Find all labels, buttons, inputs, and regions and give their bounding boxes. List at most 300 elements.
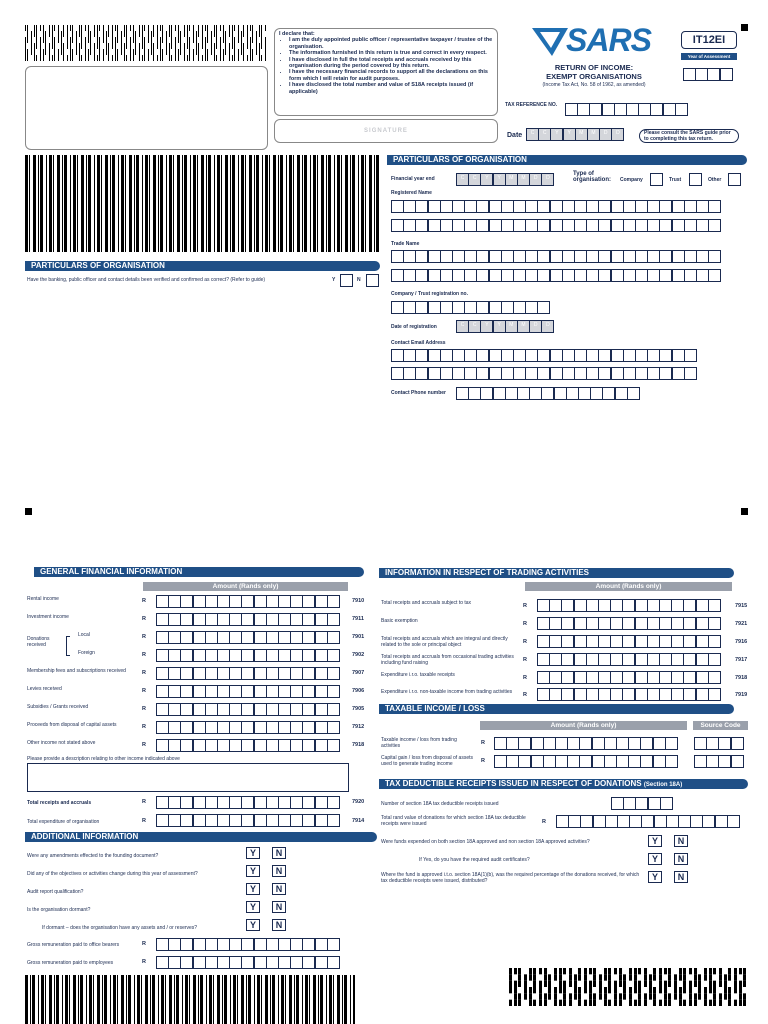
entry-box[interactable]: D bbox=[541, 320, 554, 333]
entry-box[interactable] bbox=[574, 635, 587, 648]
entry-box[interactable] bbox=[205, 721, 218, 734]
date-field[interactable] bbox=[526, 128, 624, 141]
entry-box[interactable] bbox=[672, 367, 685, 380]
entry-box[interactable] bbox=[627, 387, 640, 400]
entry-box[interactable] bbox=[168, 956, 181, 969]
email-line2[interactable] bbox=[391, 367, 697, 380]
entry-box[interactable] bbox=[403, 250, 416, 263]
entry-box[interactable] bbox=[513, 219, 526, 232]
entry-box[interactable] bbox=[549, 688, 562, 701]
entry-box[interactable] bbox=[610, 688, 623, 701]
entry-box[interactable] bbox=[556, 815, 569, 828]
entry-box[interactable] bbox=[531, 737, 544, 750]
entry-box[interactable] bbox=[635, 200, 648, 213]
fye-field[interactable] bbox=[456, 173, 554, 186]
entry-box[interactable] bbox=[626, 103, 639, 116]
funds-expended-y[interactable]: Y bbox=[648, 835, 662, 847]
entry-box[interactable] bbox=[266, 721, 279, 734]
entry-box[interactable] bbox=[290, 721, 303, 734]
entry-box[interactable] bbox=[391, 367, 404, 380]
entry-box[interactable] bbox=[708, 250, 721, 263]
entry-box[interactable] bbox=[659, 269, 672, 282]
entry-box[interactable] bbox=[579, 755, 592, 768]
entry-box[interactable] bbox=[660, 797, 673, 810]
entry-box[interactable] bbox=[708, 219, 721, 232]
trading-row-field[interactable] bbox=[537, 635, 721, 648]
entry-box[interactable] bbox=[641, 815, 654, 828]
entry-box[interactable] bbox=[598, 219, 611, 232]
entry-box[interactable] bbox=[684, 349, 697, 362]
entry-box[interactable] bbox=[440, 200, 453, 213]
entry-box[interactable] bbox=[327, 667, 340, 680]
entry-box[interactable] bbox=[168, 703, 181, 716]
entry-box[interactable] bbox=[628, 755, 641, 768]
entry-box[interactable] bbox=[302, 595, 315, 608]
entry-box[interactable] bbox=[480, 387, 493, 400]
entry-box[interactable] bbox=[537, 301, 550, 314]
entry-box[interactable] bbox=[205, 613, 218, 626]
trust-checkbox[interactable] bbox=[689, 173, 702, 186]
entry-box[interactable] bbox=[611, 200, 624, 213]
entry-box[interactable] bbox=[574, 599, 587, 612]
entry-box[interactable] bbox=[541, 387, 554, 400]
entry-box[interactable] bbox=[518, 737, 531, 750]
additional-n[interactable]: N bbox=[272, 865, 286, 877]
entry-box[interactable] bbox=[562, 219, 575, 232]
entry-box[interactable] bbox=[266, 739, 279, 752]
entry-box[interactable] bbox=[193, 721, 206, 734]
gfi-row-field[interactable] bbox=[156, 613, 340, 626]
entry-box[interactable] bbox=[156, 703, 169, 716]
entry-box[interactable] bbox=[611, 349, 624, 362]
entry-box[interactable] bbox=[205, 796, 218, 809]
entry-box[interactable] bbox=[315, 613, 328, 626]
trading-row-field[interactable] bbox=[537, 653, 721, 666]
entry-box[interactable] bbox=[290, 631, 303, 644]
audit-certificate-n[interactable]: N bbox=[674, 853, 688, 865]
entry-box[interactable] bbox=[278, 667, 291, 680]
entry-box[interactable] bbox=[302, 739, 315, 752]
entry-box[interactable] bbox=[586, 219, 599, 232]
additional-n[interactable]: N bbox=[272, 883, 286, 895]
entry-box[interactable] bbox=[501, 200, 514, 213]
entry-box[interactable] bbox=[193, 796, 206, 809]
entry-box[interactable] bbox=[513, 301, 526, 314]
entry-box[interactable] bbox=[476, 250, 489, 263]
entry-box[interactable] bbox=[629, 815, 642, 828]
entry-box[interactable] bbox=[696, 671, 709, 684]
entry-box[interactable] bbox=[653, 755, 666, 768]
entry-box[interactable] bbox=[476, 301, 489, 314]
entry-box[interactable] bbox=[604, 755, 617, 768]
entry-box[interactable] bbox=[505, 387, 518, 400]
entry-box[interactable] bbox=[501, 301, 514, 314]
entry-box[interactable] bbox=[403, 269, 416, 282]
entry-box[interactable] bbox=[623, 797, 636, 810]
entry-box[interactable] bbox=[229, 703, 242, 716]
entry-box[interactable] bbox=[574, 269, 587, 282]
trade-name-line2[interactable] bbox=[391, 269, 721, 282]
entry-box[interactable] bbox=[659, 653, 672, 666]
entry-box[interactable] bbox=[278, 595, 291, 608]
entry-box[interactable]: M bbox=[517, 173, 530, 186]
entry-box[interactable] bbox=[550, 269, 563, 282]
entry-box[interactable] bbox=[217, 703, 230, 716]
entry-box[interactable] bbox=[168, 667, 181, 680]
entry-box[interactable] bbox=[622, 671, 635, 684]
entry-box[interactable] bbox=[327, 739, 340, 752]
entry-box[interactable] bbox=[229, 613, 242, 626]
entry-box[interactable] bbox=[156, 613, 169, 626]
entry-box[interactable] bbox=[720, 68, 733, 81]
entry-box[interactable] bbox=[217, 956, 230, 969]
entry-box[interactable] bbox=[254, 938, 267, 951]
entry-box[interactable] bbox=[727, 815, 740, 828]
entry-box[interactable] bbox=[327, 721, 340, 734]
entry-box[interactable] bbox=[156, 685, 169, 698]
entry-box[interactable] bbox=[659, 617, 672, 630]
entry-box[interactable] bbox=[440, 367, 453, 380]
entry-box[interactable] bbox=[415, 219, 428, 232]
entry-box[interactable] bbox=[464, 367, 477, 380]
entry-box[interactable] bbox=[205, 685, 218, 698]
entry-box[interactable] bbox=[229, 814, 242, 827]
entry-box[interactable] bbox=[302, 649, 315, 662]
entry-box[interactable] bbox=[440, 269, 453, 282]
entry-box[interactable] bbox=[513, 349, 526, 362]
entry-box[interactable] bbox=[586, 653, 599, 666]
entry-box[interactable]: M bbox=[505, 173, 518, 186]
entry-box[interactable] bbox=[168, 649, 181, 662]
entry-box[interactable] bbox=[415, 349, 428, 362]
entry-box[interactable] bbox=[205, 938, 218, 951]
entry-box[interactable] bbox=[489, 269, 502, 282]
entry-box[interactable] bbox=[506, 737, 519, 750]
entry-box[interactable]: M bbox=[517, 320, 530, 333]
entry-box[interactable] bbox=[428, 301, 441, 314]
entry-box[interactable] bbox=[678, 815, 691, 828]
entry-box[interactable]: Y bbox=[550, 128, 563, 141]
entry-box[interactable] bbox=[623, 250, 636, 263]
tax-ref-field[interactable] bbox=[565, 103, 688, 116]
entry-box[interactable] bbox=[278, 649, 291, 662]
entry-box[interactable] bbox=[675, 103, 688, 116]
entry-box[interactable] bbox=[598, 200, 611, 213]
entry-box[interactable] bbox=[598, 250, 611, 263]
entry-box[interactable] bbox=[302, 631, 315, 644]
entry-box[interactable]: D bbox=[529, 173, 542, 186]
entry-box[interactable] bbox=[586, 671, 599, 684]
trading-row-field[interactable] bbox=[537, 599, 721, 612]
entry-box[interactable] bbox=[229, 667, 242, 680]
entry-box[interactable] bbox=[671, 599, 684, 612]
entry-box[interactable] bbox=[391, 349, 404, 362]
entry-box[interactable] bbox=[554, 387, 567, 400]
entry-box[interactable] bbox=[561, 635, 574, 648]
entry-box[interactable]: M bbox=[575, 128, 588, 141]
entry-box[interactable] bbox=[278, 703, 291, 716]
entry-box[interactable] bbox=[464, 200, 477, 213]
entry-box[interactable] bbox=[254, 796, 267, 809]
entry-box[interactable] bbox=[266, 595, 279, 608]
entry-box[interactable] bbox=[666, 815, 679, 828]
other-checkbox[interactable] bbox=[728, 173, 741, 186]
entry-box[interactable] bbox=[696, 599, 709, 612]
entry-box[interactable] bbox=[659, 349, 672, 362]
entry-box[interactable] bbox=[715, 815, 728, 828]
entry-box[interactable] bbox=[229, 938, 242, 951]
funds-expended-n[interactable]: N bbox=[674, 835, 688, 847]
entry-box[interactable] bbox=[537, 367, 550, 380]
entry-box[interactable] bbox=[706, 737, 719, 750]
entry-box[interactable] bbox=[525, 349, 538, 362]
entry-box[interactable]: M bbox=[505, 320, 518, 333]
entry-box[interactable] bbox=[476, 367, 489, 380]
entry-box[interactable] bbox=[647, 269, 660, 282]
entry-box[interactable] bbox=[671, 635, 684, 648]
entry-box[interactable] bbox=[266, 956, 279, 969]
entry-box[interactable] bbox=[241, 649, 254, 662]
entry-box[interactable] bbox=[302, 956, 315, 969]
entry-box[interactable] bbox=[327, 938, 340, 951]
entry-box[interactable] bbox=[156, 956, 169, 969]
entry-box[interactable] bbox=[254, 721, 267, 734]
entry-box[interactable] bbox=[415, 367, 428, 380]
entry-box[interactable] bbox=[241, 685, 254, 698]
entry-box[interactable] bbox=[278, 739, 291, 752]
entry-box[interactable] bbox=[586, 200, 599, 213]
entry-box[interactable] bbox=[647, 653, 660, 666]
entry-box[interactable] bbox=[550, 200, 563, 213]
entry-box[interactable] bbox=[241, 796, 254, 809]
entry-box[interactable] bbox=[665, 737, 678, 750]
entry-box[interactable] bbox=[561, 599, 574, 612]
entry-box[interactable] bbox=[193, 739, 206, 752]
entry-box[interactable] bbox=[217, 938, 230, 951]
signature-box[interactable] bbox=[274, 119, 498, 143]
entry-box[interactable] bbox=[489, 301, 502, 314]
capital-gain-field[interactable] bbox=[494, 755, 678, 768]
entry-box[interactable] bbox=[696, 635, 709, 648]
entry-box[interactable] bbox=[193, 631, 206, 644]
entry-box[interactable] bbox=[501, 269, 514, 282]
entry-box[interactable] bbox=[180, 595, 193, 608]
entry-box[interactable] bbox=[327, 703, 340, 716]
entry-box[interactable] bbox=[468, 387, 481, 400]
entry-box[interactable]: D bbox=[529, 320, 542, 333]
entry-box[interactable] bbox=[602, 387, 615, 400]
entry-box[interactable] bbox=[567, 755, 580, 768]
entry-box[interactable] bbox=[647, 349, 660, 362]
entry-box[interactable] bbox=[156, 631, 169, 644]
entry-box[interactable] bbox=[589, 103, 602, 116]
entry-box[interactable] bbox=[561, 653, 574, 666]
entry-box[interactable] bbox=[302, 613, 315, 626]
entry-box[interactable] bbox=[241, 721, 254, 734]
entry-box[interactable]: Y bbox=[480, 173, 493, 186]
entry-box[interactable] bbox=[696, 653, 709, 666]
entry-box[interactable] bbox=[684, 250, 697, 263]
entry-box[interactable] bbox=[593, 815, 606, 828]
entry-box[interactable] bbox=[403, 349, 416, 362]
entry-box[interactable] bbox=[684, 200, 697, 213]
entry-box[interactable] bbox=[327, 685, 340, 698]
entry-box[interactable]: Y bbox=[480, 320, 493, 333]
entry-box[interactable] bbox=[229, 595, 242, 608]
entry-box[interactable] bbox=[611, 219, 624, 232]
entry-box[interactable] bbox=[635, 797, 648, 810]
entry-box[interactable] bbox=[525, 301, 538, 314]
entry-box[interactable] bbox=[614, 103, 627, 116]
entry-box[interactable] bbox=[574, 617, 587, 630]
entry-box[interactable]: D bbox=[541, 173, 554, 186]
entry-box[interactable] bbox=[290, 739, 303, 752]
registered-name-line2[interactable] bbox=[391, 219, 721, 232]
entry-box[interactable] bbox=[290, 956, 303, 969]
entry-box[interactable] bbox=[598, 635, 611, 648]
entry-box[interactable]: C bbox=[468, 173, 481, 186]
entry-box[interactable] bbox=[302, 814, 315, 827]
entry-box[interactable] bbox=[180, 721, 193, 734]
entry-box[interactable] bbox=[452, 219, 465, 232]
entry-box[interactable] bbox=[278, 956, 291, 969]
entry-box[interactable] bbox=[706, 755, 719, 768]
entry-box[interactable] bbox=[684, 367, 697, 380]
entry-box[interactable] bbox=[654, 815, 667, 828]
entry-box[interactable] bbox=[217, 814, 230, 827]
entry-box[interactable] bbox=[610, 617, 623, 630]
entry-box[interactable] bbox=[266, 796, 279, 809]
entry-box[interactable] bbox=[708, 635, 721, 648]
entry-box[interactable] bbox=[315, 631, 328, 644]
date-of-registration-field[interactable] bbox=[456, 320, 554, 333]
entry-box[interactable] bbox=[610, 599, 623, 612]
entry-box[interactable] bbox=[718, 737, 731, 750]
entry-box[interactable] bbox=[180, 703, 193, 716]
entry-box[interactable] bbox=[513, 367, 526, 380]
entry-box[interactable] bbox=[586, 367, 599, 380]
entry-box[interactable] bbox=[156, 739, 169, 752]
entry-box[interactable] bbox=[562, 367, 575, 380]
entry-box[interactable] bbox=[659, 200, 672, 213]
entry-box[interactable] bbox=[241, 739, 254, 752]
entry-box[interactable] bbox=[180, 667, 193, 680]
entry-box[interactable] bbox=[168, 613, 181, 626]
entry-box[interactable] bbox=[254, 613, 267, 626]
entry-box[interactable] bbox=[440, 349, 453, 362]
entry-box[interactable] bbox=[193, 667, 206, 680]
entry-box[interactable] bbox=[254, 595, 267, 608]
entry-box[interactable] bbox=[537, 635, 550, 648]
entry-box[interactable] bbox=[205, 814, 218, 827]
entry-box[interactable] bbox=[550, 349, 563, 362]
entry-box[interactable] bbox=[617, 815, 630, 828]
entry-box[interactable] bbox=[598, 653, 611, 666]
entry-box[interactable] bbox=[622, 635, 635, 648]
entry-box[interactable] bbox=[672, 349, 685, 362]
entry-box[interactable] bbox=[513, 269, 526, 282]
entry-box[interactable] bbox=[598, 269, 611, 282]
entry-box[interactable] bbox=[217, 721, 230, 734]
entry-box[interactable] bbox=[561, 671, 574, 684]
entry-box[interactable] bbox=[180, 739, 193, 752]
entry-box[interactable] bbox=[665, 755, 678, 768]
entry-box[interactable] bbox=[156, 667, 169, 680]
gross-employees-field[interactable] bbox=[156, 956, 340, 969]
entry-box[interactable] bbox=[562, 250, 575, 263]
entry-box[interactable] bbox=[290, 667, 303, 680]
gfi-row-field[interactable] bbox=[156, 739, 340, 752]
entry-box[interactable] bbox=[579, 737, 592, 750]
entry-box[interactable] bbox=[592, 755, 605, 768]
entry-box[interactable] bbox=[464, 349, 477, 362]
entry-box[interactable] bbox=[168, 631, 181, 644]
entry-box[interactable] bbox=[647, 367, 660, 380]
entry-box[interactable] bbox=[550, 219, 563, 232]
additional-y[interactable]: Y bbox=[246, 901, 260, 913]
entry-box[interactable] bbox=[622, 599, 635, 612]
entry-box[interactable] bbox=[696, 617, 709, 630]
entry-box[interactable] bbox=[574, 653, 587, 666]
trading-row-field[interactable] bbox=[537, 617, 721, 630]
entry-box[interactable] bbox=[586, 635, 599, 648]
entry-box[interactable] bbox=[180, 685, 193, 698]
entry-box[interactable] bbox=[622, 617, 635, 630]
entry-box[interactable] bbox=[647, 250, 660, 263]
entry-box[interactable] bbox=[168, 814, 181, 827]
entry-box[interactable] bbox=[156, 595, 169, 608]
entry-box[interactable] bbox=[567, 737, 580, 750]
entry-box[interactable] bbox=[684, 219, 697, 232]
entry-box[interactable] bbox=[640, 737, 653, 750]
entry-box[interactable] bbox=[550, 367, 563, 380]
entry-box[interactable] bbox=[229, 685, 242, 698]
entry-box[interactable] bbox=[623, 367, 636, 380]
entry-box[interactable] bbox=[574, 688, 587, 701]
entry-box[interactable] bbox=[610, 635, 623, 648]
year-of-assessment-field[interactable] bbox=[683, 68, 733, 81]
entry-box[interactable] bbox=[683, 653, 696, 666]
entry-box[interactable] bbox=[403, 367, 416, 380]
entry-box[interactable] bbox=[241, 703, 254, 716]
entry-box[interactable] bbox=[635, 653, 648, 666]
entry-box[interactable] bbox=[635, 635, 648, 648]
entry-box[interactable] bbox=[623, 200, 636, 213]
entry-box[interactable]: D bbox=[599, 128, 612, 141]
entry-box[interactable] bbox=[193, 649, 206, 662]
entry-box[interactable] bbox=[456, 387, 469, 400]
entry-box[interactable] bbox=[193, 938, 206, 951]
gfi-row-field[interactable] bbox=[156, 595, 340, 608]
entry-box[interactable] bbox=[290, 796, 303, 809]
entry-box[interactable] bbox=[708, 617, 721, 630]
entry-box[interactable] bbox=[168, 721, 181, 734]
entry-box[interactable]: C bbox=[456, 320, 469, 333]
entry-box[interactable] bbox=[696, 250, 709, 263]
entry-box[interactable] bbox=[193, 595, 206, 608]
entry-box[interactable]: C bbox=[456, 173, 469, 186]
entry-box[interactable] bbox=[671, 671, 684, 684]
entry-box[interactable] bbox=[708, 688, 721, 701]
entry-box[interactable] bbox=[452, 349, 465, 362]
entry-box[interactable] bbox=[180, 613, 193, 626]
entry-box[interactable] bbox=[205, 956, 218, 969]
entry-box[interactable] bbox=[574, 367, 587, 380]
entry-box[interactable] bbox=[254, 739, 267, 752]
entry-box[interactable]: Y bbox=[493, 320, 506, 333]
entry-box[interactable] bbox=[577, 103, 590, 116]
entry-box[interactable] bbox=[537, 349, 550, 362]
